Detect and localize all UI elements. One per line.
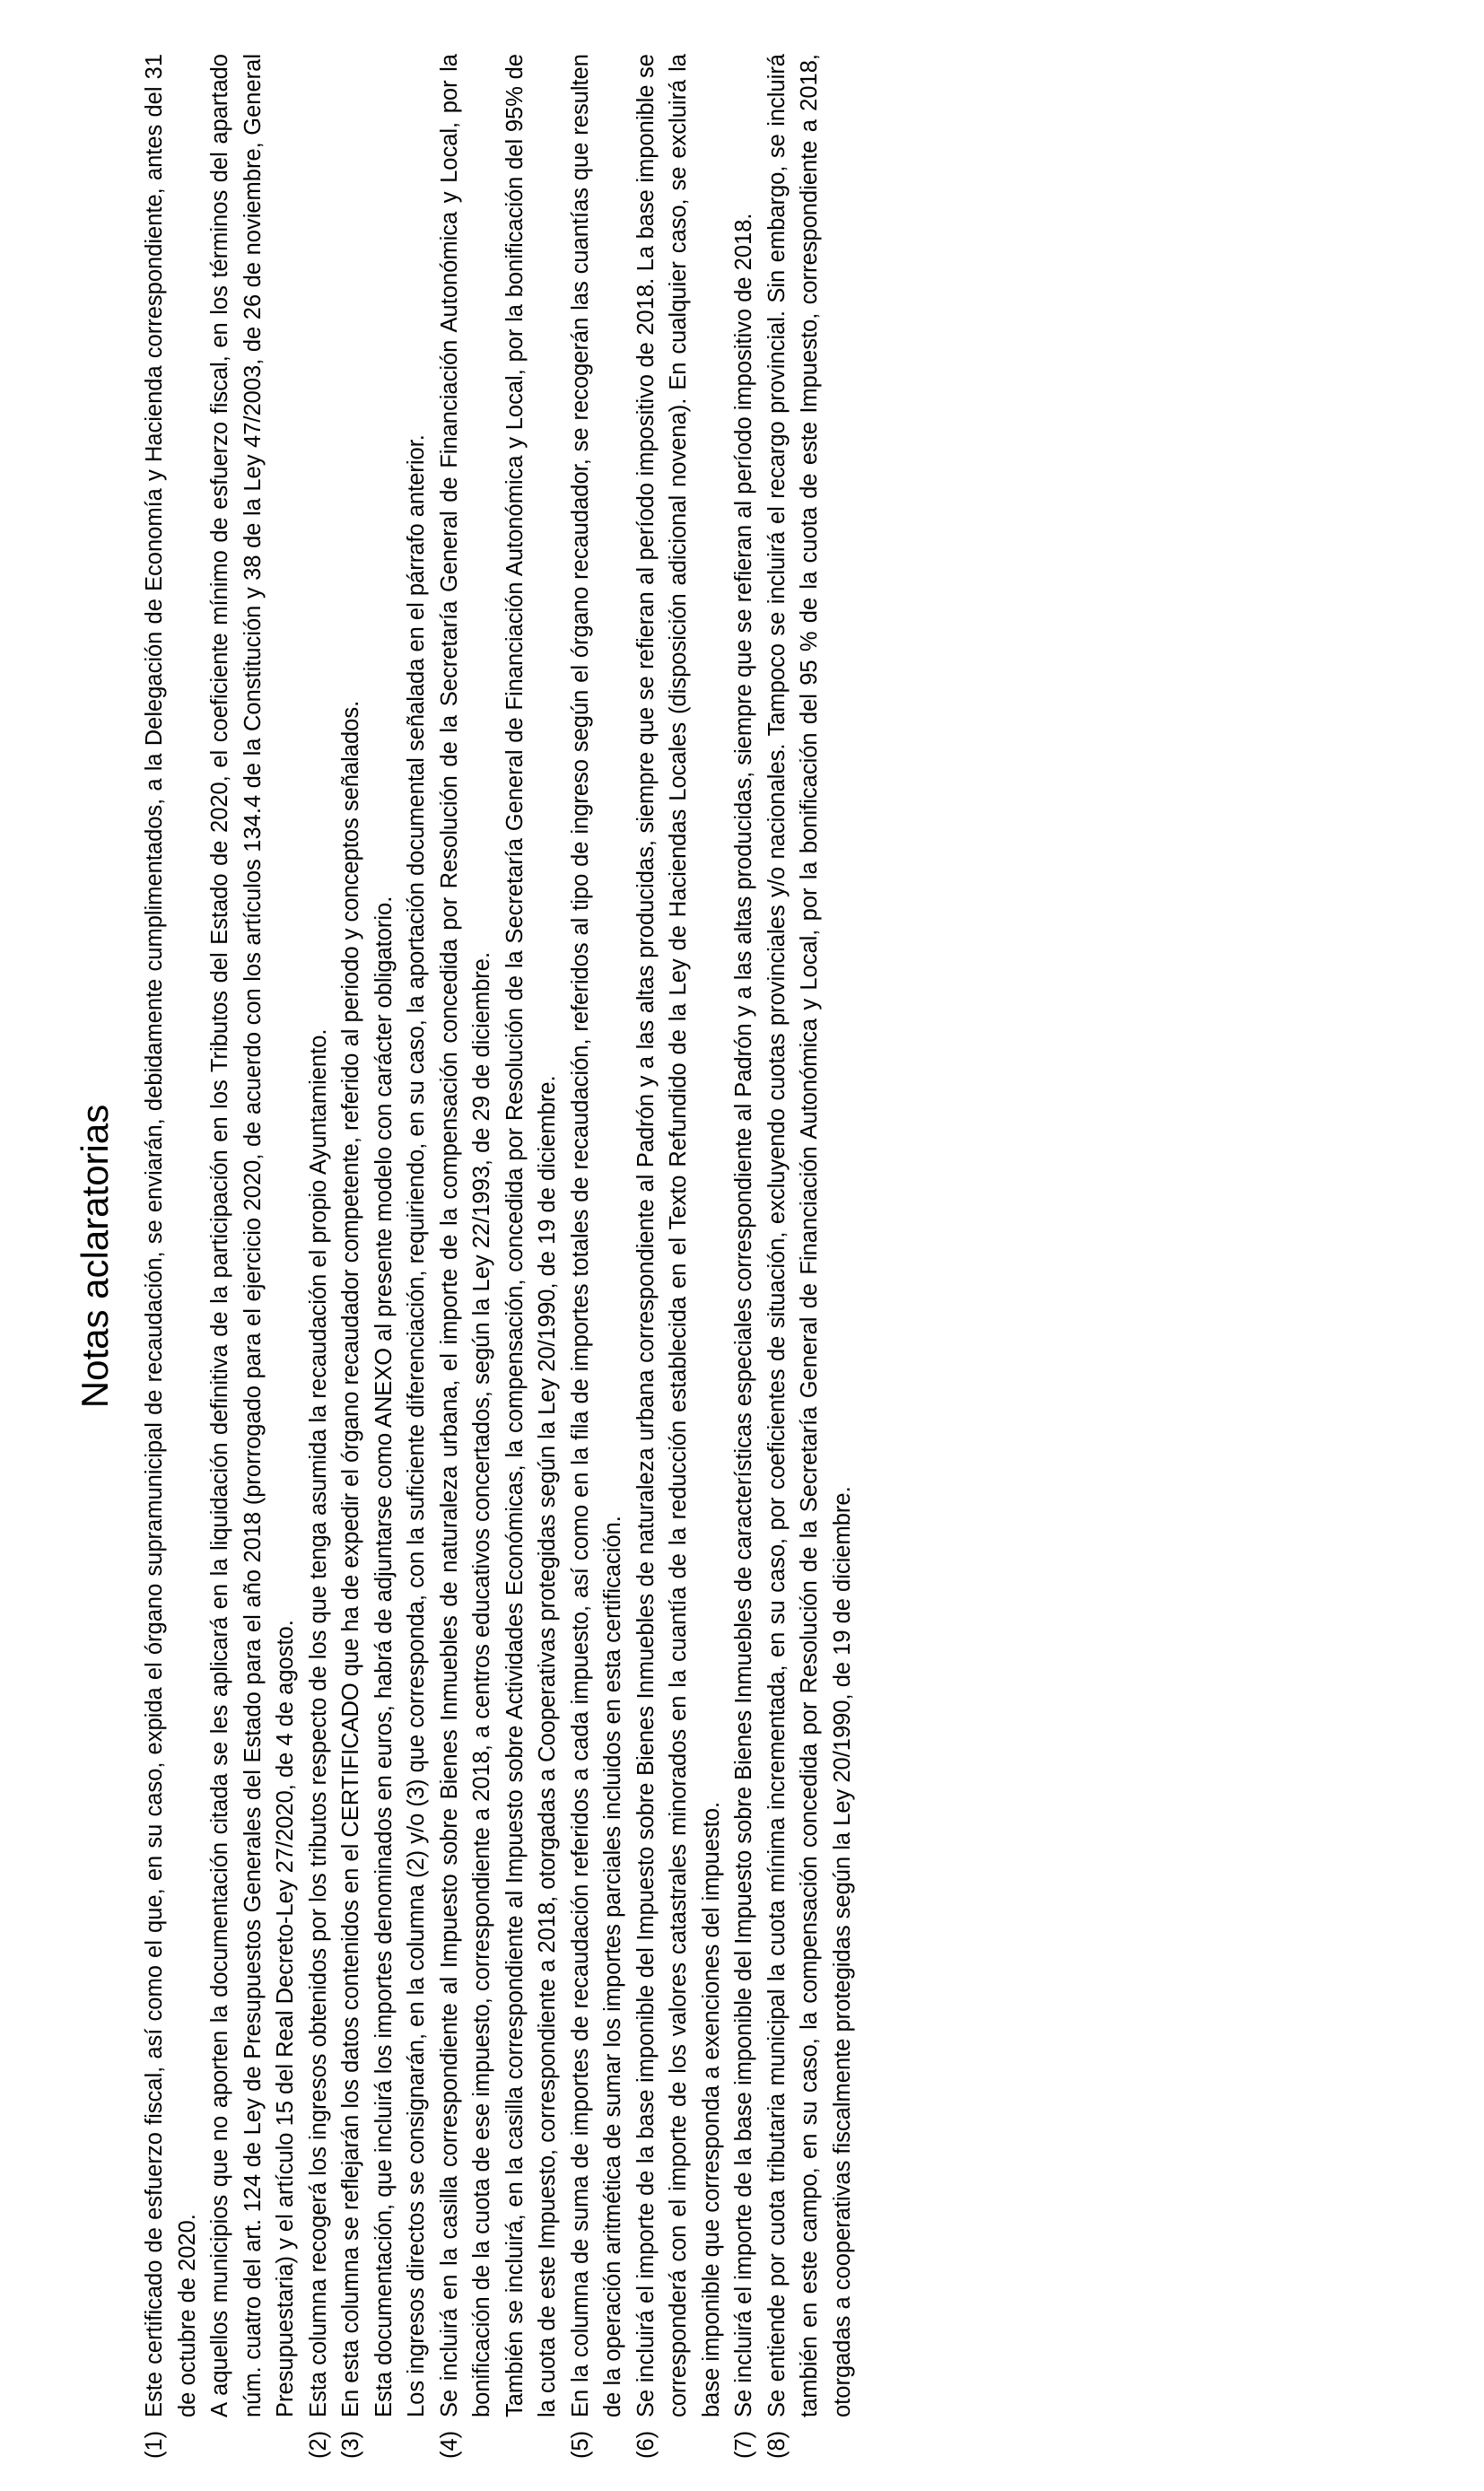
page-title: Notas aclaratorias xyxy=(74,1104,116,1409)
note-number: (5) xyxy=(567,2430,593,2459)
note-number: (8) xyxy=(764,2430,790,2459)
note-body xyxy=(138,54,302,2417)
note-number: (3) xyxy=(338,2430,363,2459)
note-number: (6) xyxy=(633,2430,659,2459)
note-paragraph: A aquellos municipios que no aporten la documentación citada se les aplicará en la liquidación definitiva de la participación en los Tributos del Estado de 2020, el coeficiente mínimo de esfuerzo fiscal, en los términos del apartado núm. cuatro del art. 124 de Ley de Presupuestos Generales del Estado para el año 2018 (prorrogado para el ejercicio 2020, de acuerdo con los artículos 134.4 de la Constitución y 38 de la Ley 47/2003, de 26 de noviembre, General Presupuestaria) y el artículo 15 del Real Decreto-Ley 27/2020, de 4 de agosto. xyxy=(207,54,298,2417)
note-item xyxy=(138,54,302,2459)
note-item xyxy=(335,54,433,2459)
note-paragraph: Se incluirá en la casilla correspondiente al Impuesto sobre Bienes Inmuebles de naturaleza urbana, el importe de la compensación concedida por Resolución de la Secretaría General de Financiación Autonómica y Local, por la bonificación de la cuota de ese impuesto, correspondiente a 2018, a centros educativos concertados, según la Ley 22/1993, de 29 de diciembre. xyxy=(436,54,494,2417)
note-number: (4) xyxy=(436,2430,462,2459)
note-body xyxy=(302,54,336,2417)
note-body xyxy=(728,54,761,2417)
note-body xyxy=(433,54,564,2417)
note-body xyxy=(335,54,433,2417)
note-item xyxy=(433,54,564,2459)
note-item xyxy=(630,54,729,2459)
note-item xyxy=(728,54,761,2459)
note-paragraph: Este certificado de esfuerzo fiscal, así como el que, en su caso, expida el órgano supramunicipal de recaudación, se enviarán, debidamente cumplimentados, a la Delegación de Economía y Hacienda correspondiente, antes del 31 de octubre de 2020. xyxy=(142,54,200,2417)
note-body xyxy=(761,54,860,2417)
note-paragraph: Se entiende por cuota tributaria municipal la cuota mínima incrementada, en su caso, por coeficientes de situación, excluyendo cuotas provinciales y/o nacionales. Tampoco se incluirá el recargo provincial. Sin embargo, se incluirá también en este campo, en su caso, la compensación concedida por Resolución de la Secretaría General de Financiación Autonómica y Local, por la bonificación del 95 % de la cuota de este Impuesto, correspondiente a 2018, otorgadas a cooperativas fiscalmente protegidas según la Ley 20/1990, de 19 de diciembre. xyxy=(764,54,855,2417)
note-paragraph: Se incluirá el importe de la base imponible del Impuesto sobre Bienes Inmuebles de características especiales correspondiente al Padrón y a las altas producidas, siempre que se refieran al período impositivo de 2018. xyxy=(731,213,756,2417)
note-item xyxy=(761,54,860,2459)
note-paragraph: En esta columna se reflejarán los datos contenidos en el CERTIFICADO que ha de expedir el órgano recaudador competente, referido al periodo y conceptos señalados. xyxy=(338,700,363,2417)
note-item xyxy=(302,54,336,2459)
rotated-content xyxy=(72,54,859,2459)
note-paragraph: Esta documentación, que incluirá los importes denominados en euros, habrá de adjuntarse como ANEXO al presente modelo con carácter obligatorio. xyxy=(371,896,397,2417)
note-body xyxy=(630,54,729,2417)
note-paragraph: Los ingresos directos se consignarán, en la columna (2) y/o (3) que corresponda, con la suficiente diferenciación, requiriendo, en su caso, la aportación documental señalada en el párrafo anterior. xyxy=(404,434,429,2417)
note-paragraph: Se incluirá el importe de la base imponible del Impuesto sobre Bienes Inmuebles de naturaleza urbana correspondiente al Padrón y a las altas producidas, siempre que se refieran al período impositivo de 2018. La base imponible se corresponderá con el importe de los valores catastrales minorados en la cuantía de la reducción establecida en el Texto Refundido de la Ley de Haciendas Locales (disposición adicional novena). En cualquier caso, se excluirá la base imponible que corresponda a exenciones del impuesto. xyxy=(633,54,724,2417)
note-paragraph: Esta columna recogerá los ingresos obtenidos por los tributos respecto de los que tenga asumida la recaudación el propio Ayuntamiento. xyxy=(305,1028,331,2417)
note-number: (2) xyxy=(305,2430,331,2459)
note-number: (1) xyxy=(142,2430,167,2459)
note-paragraph: También se incluirá, en la casilla correspondiente al Impuesto sobre Actividades Económicas, la compensación, concedida por Resolución de la Secretaría General de Financiación Autonómica y Local, por la bonificación del 95% de la cuota de este Impuesto, correspondiente a 2018, otorgadas a Cooperativas protegidas según la Ley 20/1990, de 19 de diciembre. xyxy=(502,54,560,2417)
note-body xyxy=(564,54,630,2417)
note-number: (7) xyxy=(731,2430,756,2459)
note-paragraph: En la columna de suma de importes de recaudación referidos a cada impuesto, así como en la fila de importes totales de recaudación, referidos al tipo de ingreso según el órgano recaudador, se recogerán las cuantías que resulten de la operación aritmética de sumar los importes parciales incluidos en esta certificación. xyxy=(567,54,625,2417)
note-item xyxy=(564,54,630,2459)
